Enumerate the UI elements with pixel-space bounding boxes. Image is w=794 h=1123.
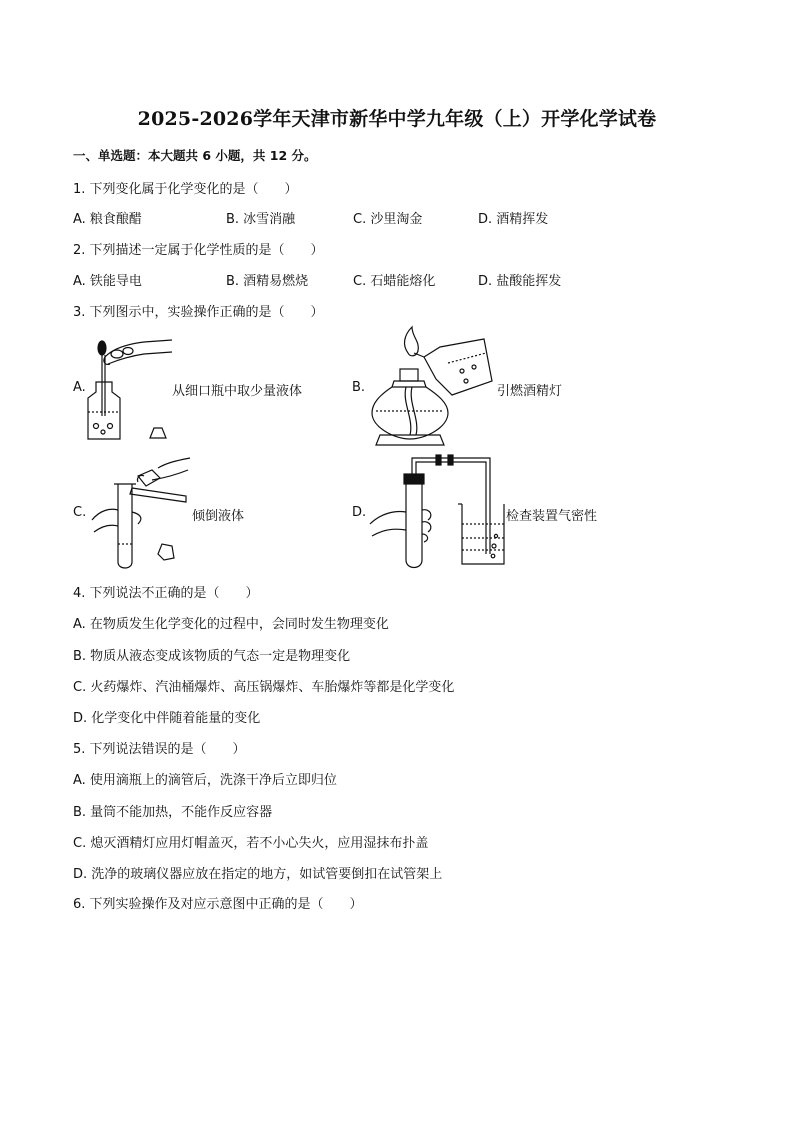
q3-figure-d-caption: 检查装置气密性 [506,509,598,524]
q3-figure-b-caption: 引燃酒精灯 [497,384,563,399]
q4-option-c: C. 火药爆炸、汽油桶爆炸、高压锅爆炸、车胎爆炸等都是化学变化 [73,680,455,695]
q1-option-c: C. 沙里淘金 [353,212,423,227]
alcohol-lamp-figure [366,323,496,449]
q2-option-c: C. 石蜡能熔化 [353,274,436,289]
q3-figure-c-caption: 倾倒液体 [192,509,245,524]
q4-option-a: A. 在物质发生化学变化的过程中，会同时发生物理变化 [73,617,389,632]
question-2-stem: 2. 下列描述一定属于化学性质的是（ ） [73,243,324,258]
q5-option-c: C. 熄灭酒精灯应用灯帽盖灭，若不小心失火，应用湿抹布扑盖 [73,836,429,851]
q1-option-b: B. 冰雪消融 [226,212,296,227]
q2-option-b: B. 酒精易燃烧 [226,274,309,289]
section-heading: 一、单选题：本大题共 6 小题，共 12 分。 [73,148,317,163]
dropper-bottle-figure [84,334,174,444]
q5-option-d: D. 洗净的玻璃仪器应放在指定的地方，如试管要倒扣在试管架上 [73,867,443,882]
airtightness-check-figure [366,450,508,572]
page-title: 2025-2026学年天津市新华中学九年级（上）开学化学试卷 [137,108,657,130]
q3-figure-d-label: D. [352,505,367,520]
question-1-stem: 1. 下列变化属于化学变化的是（ ） [73,182,298,197]
q1-option-a: A. 粮食酿醋 [73,212,142,227]
q4-option-b: B. 物质从液态变成该物质的气态一定是物理变化 [73,649,351,664]
q5-option-b: B. 量筒不能加热，不能作反应容器 [73,805,273,820]
q2-option-a: A. 铁能导电 [73,274,142,289]
question-5-stem: 5. 下列说法错误的是（ ） [73,742,246,757]
question-3-stem: 3. 下列图示中，实验操作正确的是（ ） [73,305,324,320]
q2-option-d: D. 盐酸能挥发 [478,274,562,289]
q3-figure-a-caption: 从细口瓶中取少量液体 [172,384,303,399]
q3-figure-a-label: A. [73,380,86,395]
q3-figure-c-label: C. [73,505,87,520]
q5-option-a: A. 使用滴瓶上的滴管后，洗涤干净后立即归位 [73,773,337,788]
q3-figure-b-label: B. [352,380,366,395]
q1-option-d: D. 酒精挥发 [478,212,549,227]
q4-option-d: D. 化学变化中伴随着能量的变化 [73,711,261,726]
question-4-stem: 4. 下列说法不正确的是（ ） [73,586,259,601]
pouring-liquid-figure [88,454,198,572]
question-6-stem: 6. 下列实验操作及对应示意图中正确的是（ ） [73,897,363,912]
